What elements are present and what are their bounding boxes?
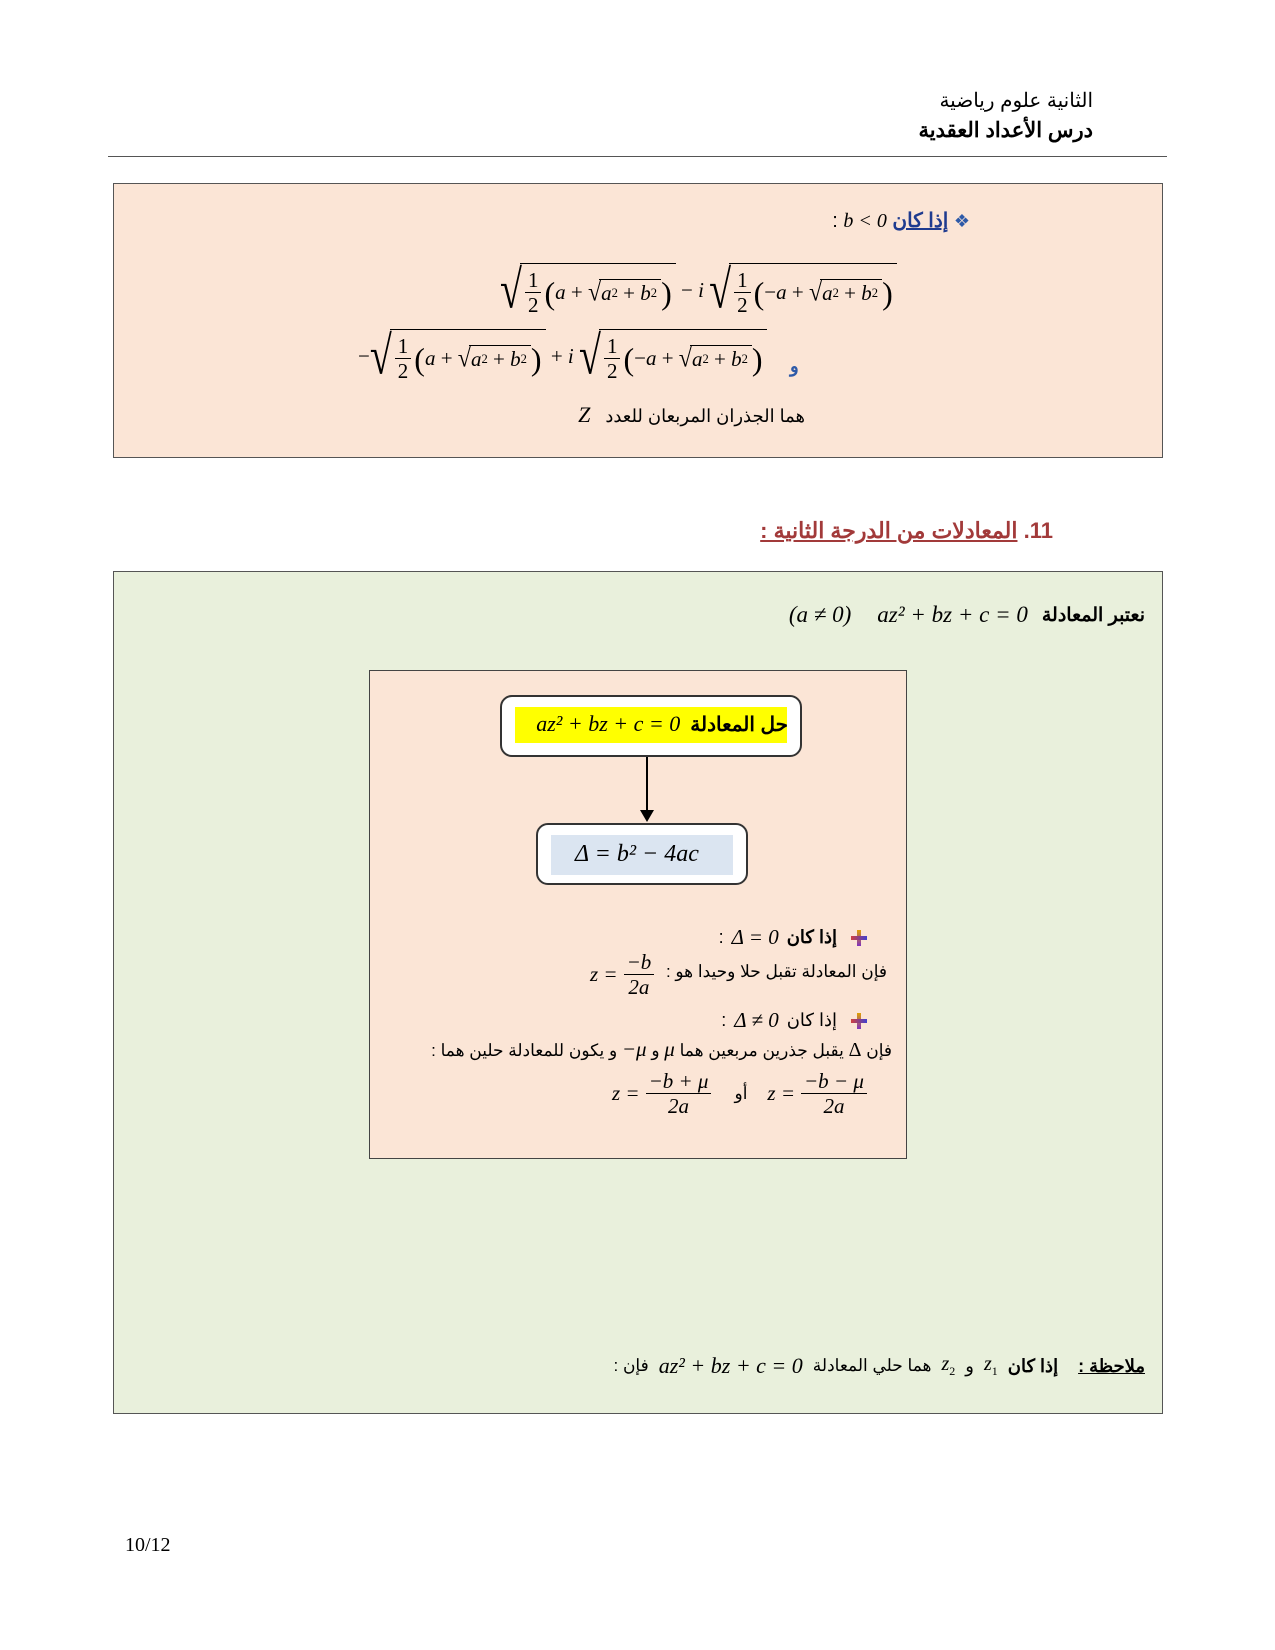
sol1-lhs: z = <box>767 1081 796 1106</box>
case1-label: إذا كان <box>786 927 837 947</box>
sol2-den: 2a <box>668 1094 690 1119</box>
conclusion-text: هما الجذران المربعان للعدد <box>605 406 805 426</box>
conclusion-var: Z <box>578 402 591 427</box>
plus-bullet-icon <box>851 1013 867 1029</box>
note-label: ملاحظة : <box>1078 1355 1145 1376</box>
case1-solution <box>590 950 657 999</box>
note-equation: az² + bz + c = 0 <box>658 1353 803 1378</box>
root-expression-1: √ $\frac{1}{2}$ ( a + √ a 2 + b 2 ) − i √ $\frac{1}{2}$ ( − a + √ a 2 + b 2 ) <box>500 263 897 317</box>
arrow-down-icon <box>640 810 654 822</box>
note-then: فإن : <box>613 1356 649 1375</box>
flow-arrow <box>646 757 648 813</box>
condition-label: إذا كان <box>892 210 949 232</box>
case2-label: إذا كان <box>786 1010 837 1030</box>
case1-solution-lhs: z = <box>590 962 618 987</box>
case2-solutions <box>612 1069 870 1118</box>
sol2-lhs: z = <box>612 1081 640 1106</box>
plus-bullet-icon <box>851 930 867 946</box>
flow-node1-label: حل المعادلة <box>690 713 788 736</box>
intro-equation: az² + bz + c = 0 <box>877 602 1028 627</box>
case2-text-part1: فإن <box>866 1041 892 1060</box>
conjunction-and: و <box>790 356 799 376</box>
case2-text-line <box>431 1037 892 1062</box>
header-title: درس الأعداد العقدية <box>918 119 1093 142</box>
note-line <box>614 1353 1146 1379</box>
intro-condition: (a ≠ 0) <box>788 602 852 627</box>
note-text: هما حلي المعادلة <box>812 1356 932 1375</box>
case1-solution-den: 2a <box>628 975 650 1000</box>
case2-text-part3: و يكون للمعادلة حلين هما : <box>431 1041 618 1060</box>
note-z2-sub: 2 <box>949 1364 956 1378</box>
case1-condition: إذا كان Δ = 0 : <box>719 925 867 950</box>
section-number: 11. <box>1023 518 1053 543</box>
sol-or: أو <box>734 1083 748 1103</box>
header-subtitle: الثانية علوم رياضية <box>939 90 1093 112</box>
case2-neg-mu: −μ <box>621 1037 647 1061</box>
flow-node-equation-content <box>536 711 788 737</box>
section-title: المعادلات من الدرجة الثانية : <box>760 518 1018 543</box>
note-z1: z <box>983 1353 992 1375</box>
condition-colon: : <box>832 210 838 232</box>
note-z2: z <box>941 1353 950 1375</box>
note-if: إذا كان <box>1007 1355 1059 1376</box>
condition-b-negative <box>832 208 970 233</box>
conclusion-line <box>578 402 805 428</box>
case2-text-part2: يقبل جذرين مربعين هما <box>679 1041 844 1060</box>
case1-math: Δ = 0 <box>731 925 779 949</box>
case2-text-delta: Δ <box>848 1039 862 1061</box>
intro-label: نعتبر المعادلة <box>1041 604 1145 626</box>
sol1-den: 2a <box>823 1094 845 1119</box>
case1-solution-num: −b <box>624 950 655 975</box>
case2-condition: إذا كان Δ ≠ 0 : <box>721 1008 867 1033</box>
sol1-num: −b − μ <box>801 1069 867 1094</box>
case2-mu: μ <box>664 1037 675 1061</box>
diamond-bullet-icon: ❖ <box>953 211 970 231</box>
flow-node2-equation: Δ = b² − 4ac <box>575 841 699 867</box>
header-divider <box>108 156 1167 157</box>
page-number: 10/12 <box>125 1534 171 1556</box>
case2-and: و <box>651 1041 660 1060</box>
section-heading <box>760 518 1053 544</box>
root-expression-2: − √ $\frac{1}{2}$ ( a + √ a 2 + b 2 ) + i √ $\frac{1}{2}$ ( − a + √ a 2 + b 2 ) <box>358 329 767 383</box>
condition-math: b < 0 <box>843 210 887 232</box>
case2-math: Δ ≠ 0 <box>734 1008 779 1032</box>
note-and: و <box>965 1355 974 1376</box>
sol2-num: −b + μ <box>646 1069 712 1094</box>
intro-line <box>789 602 1145 628</box>
flow-node1-equation: az² + bz + c = 0 <box>536 711 681 736</box>
case1-text: فإن المعادلة تقبل حلا وحيدا هو : <box>665 962 887 981</box>
note-z1-sub: 1 <box>991 1364 998 1378</box>
